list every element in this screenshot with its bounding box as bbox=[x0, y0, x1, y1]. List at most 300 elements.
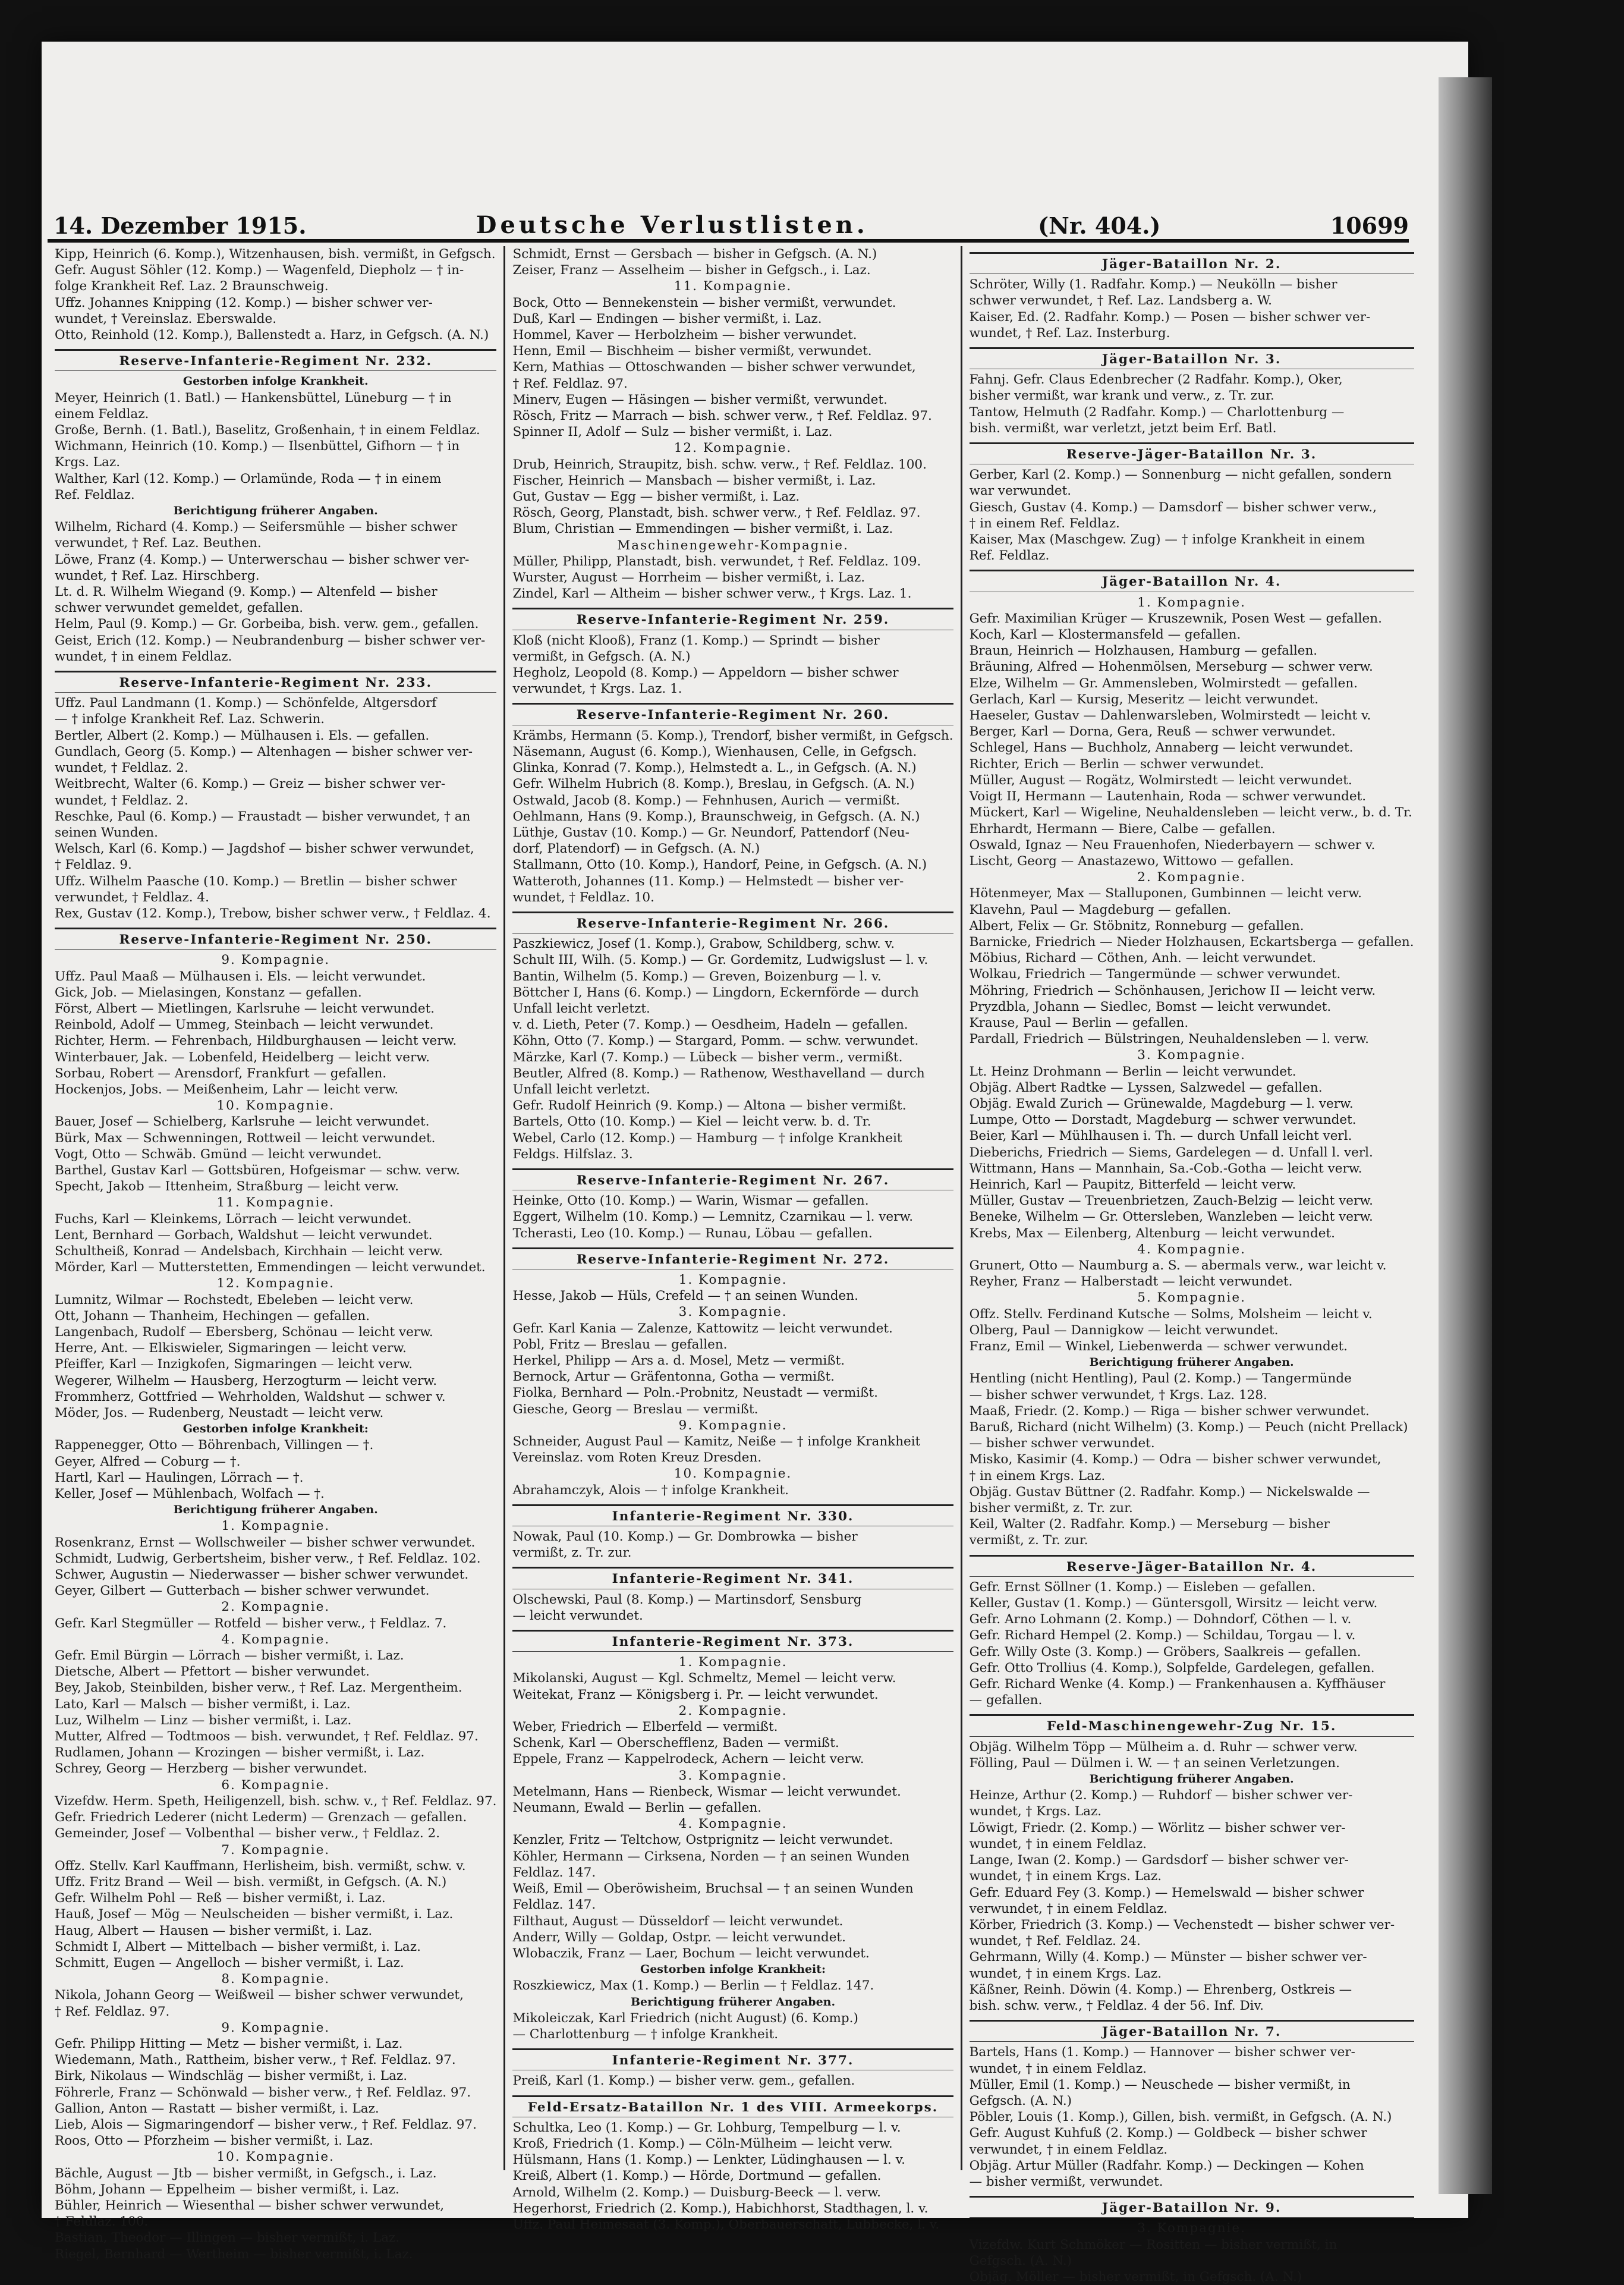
casualty-entry: vermißt, z. Tr. zur. bbox=[969, 1533, 1088, 1548]
casualty-entry: Mutter, Alfred — Todtmoos — bish. verwundet, † Ref. Feldlaz. 97. bbox=[55, 1729, 479, 1745]
casualty-entry: dorf, Platendorf) — in Gefgsch. (A. N.) bbox=[512, 841, 760, 857]
casualty-entry: Richter, Herm. — Fehrenbach, Hildburghausen — leicht verw. bbox=[55, 1033, 457, 1049]
casualty-entry: seinen Wunden. bbox=[55, 825, 158, 840]
casualty-entry: Bräuning, Alfred — Hohenmölsen, Merseburg — schwer verw. bbox=[969, 659, 1373, 675]
casualty-entry: Ott, Johann — Thanheim, Hechingen — gefallen. bbox=[55, 1308, 370, 1324]
casualty-entry: Dietsche, Albert — Pfettort — bisher verwundet. bbox=[55, 1664, 370, 1680]
casualty-entry: Gefr. Willy Oste (3. Komp.) — Gröbers, Saalkreis — gefallen. bbox=[969, 1644, 1361, 1659]
casualty-entry: wundet, † Ref. Laz. Hirschberg. bbox=[55, 568, 260, 583]
casualty-entry: Helm, Paul (9. Komp.) — Gr. Gorbeiba, bish. verw. gem., gefallen. bbox=[55, 617, 479, 632]
casualty-entry: Herre, Ant. — Elkiswieler, Sigmaringen — leicht verw. bbox=[55, 1341, 407, 1356]
casualty-entry: Unfall leicht verletzt. bbox=[512, 1001, 650, 1016]
regiment-heading: Jäger-Bataillon Nr. 7. bbox=[970, 2020, 1414, 2042]
casualty-entry: Gefr. Arno Lohmann (2. Komp.) — Dohndorf, Cöthen — l. v. bbox=[969, 1612, 1352, 1627]
casualty-entry: Krgs. Laz. bbox=[55, 455, 121, 470]
casualty-entry: wundet, † Ref. Laz. Insterburg. bbox=[969, 325, 1170, 341]
casualty-entry: verwundet, † Krgs. Laz. 1. bbox=[512, 681, 682, 697]
casualty-entry: Riegel, Bernhard — Wertheim — bisher vermißt, i. Laz. bbox=[55, 2246, 413, 2262]
casualty-entry: Rösch, Georg, Planstadt, bish. schwer verw., † Ref. Feldlaz. 97. bbox=[512, 505, 921, 521]
casualty-entry: Große, Bernh. (1. Batl.), Baselitz, Großenhain, † in einem Feldlaz. bbox=[55, 423, 480, 438]
casualty-entry: einem Feldlaz. bbox=[55, 406, 149, 422]
casualty-entry: Gefr. Karl Stegmüller — Rotfeld — bisher verw., † Feldlaz. 7. bbox=[55, 1615, 447, 1631]
casualty-entry: Oswald, Ignaz — Neu Frauenhofen, Niederbayern — schwer v. bbox=[969, 837, 1376, 853]
casualty-entry: Bernock, Artur — Gräfentonna, Gotha — vermißt. bbox=[512, 1369, 835, 1385]
casualty-entry: Gick, Job. — Mielasingen, Konstanz — gefallen. bbox=[55, 985, 362, 1000]
company-subheading: 1. Kompagnie. bbox=[678, 1272, 788, 1287]
casualty-entry: Hegerhorst, Friedrich (2. Komp.), Habichhorst, Stadthagen, l. v. bbox=[512, 2201, 929, 2216]
casualty-entry: Kern, Mathias — Ottoschwanden — bisher schwer verwundet, bbox=[512, 360, 916, 375]
casualty-entry: Uffz. Paul Landmann (1. Komp.) — Schönfelde, Altgersdorf bbox=[55, 696, 437, 711]
casualty-entry: Arnold, Wilhelm (2. Komp.) — Duisburg-Beeck — l. verw. bbox=[512, 2185, 882, 2200]
casualty-entry: Schwer, Augustin — Niederwasser — bisher schwer verwundet. bbox=[55, 1567, 469, 1583]
casualty-entry: vermißt, z. Tr. zur. bbox=[512, 1545, 632, 1561]
casualty-entry: Möder, Jos. — Rudenberg, Neustadt — leicht verw. bbox=[55, 1406, 384, 1421]
casualty-entry: Olschewski, Paul (8. Komp.) — Martinsdorf, Sensburg bbox=[512, 1592, 862, 1607]
column-2 bbox=[503, 246, 960, 2232]
casualty-entry: Rappenegger, Otto — Böhrenbach, Villingen — †. bbox=[55, 1438, 374, 1453]
casualty-entry: Rudlamen, Johann — Krozingen — bisher vermißt, i. Laz. bbox=[55, 1745, 425, 1761]
casualty-entry: Hommel, Kaver — Herbolzheim — bisher verwundet. bbox=[512, 328, 857, 343]
casualty-entry: Webel, Carlo (12. Komp.) — Hamburg — † infolge Krankheit bbox=[512, 1130, 902, 1146]
casualty-entry: Offz. Stellv. Ferdinand Kutsche — Solms, Molsheim — leicht v. bbox=[969, 1306, 1373, 1322]
casualty-entry: Schultheiß, Konrad — Andelsbach, Kirchhain — leicht verw. bbox=[55, 1243, 443, 1259]
regiment-heading: Reserve-Infanterie-Regiment Nr. 259. bbox=[512, 608, 953, 630]
casualty-entry: Fahnj. Gefr. Claus Edenbrecher (2 Radfahr. Komp.), Oker, bbox=[969, 372, 1343, 388]
casualty-entry: Hülsmann, Hans (1. Komp.) — Lenkter, Lüdinghausen — l. v. bbox=[512, 2152, 906, 2168]
casualty-entry: Anderr, Willy — Goldap, Ostpr. — leicht verwundet. bbox=[512, 1929, 846, 1945]
casualty-entry: Stallmann, Otto (10. Komp.), Handorf, Peine, in Gefgsch. (A. N.) bbox=[512, 857, 927, 873]
casualty-entry: Müller, Emil (1. Komp.) — Neuschede — bisher vermißt, in bbox=[969, 2077, 1351, 2092]
casualty-entry: folge Krankheit Ref. Laz. 2 Braunschweig. bbox=[55, 279, 329, 294]
regiment-heading: Feld-Ersatz-Bataillon Nr. 1 des VIII. Armeekorps. bbox=[512, 2095, 953, 2117]
casualty-entry: Schmitt, Eugen — Angelloch — bisher vermißt, i. Laz. bbox=[55, 1955, 404, 1970]
company-subheading: 2. Kompagnie. bbox=[221, 1599, 331, 1615]
company-subheading: 9. Kompagnie. bbox=[221, 953, 331, 968]
casualty-entry: Käßner, Reinh. Döwin (4. Komp.) — Ehrenberg, Ostkreis — bbox=[969, 1982, 1352, 1997]
casualty-entry: Hötenmeyer, Max — Stalluponen, Gumbinnen — leicht verw. bbox=[969, 886, 1362, 901]
casualty-entry: Fiolka, Bernhard — Poln.-Probnitz, Neustadt — vermißt. bbox=[512, 1385, 878, 1401]
casualty-entry: Gerlach, Karl — Kursig, Meseritz — leicht verwundet. bbox=[969, 692, 1319, 707]
casualty-entry: Spinner II, Adolf — Sulz — bisher vermißt, i. Laz. bbox=[512, 425, 833, 440]
text-columns bbox=[48, 246, 1414, 2284]
regiment-heading: Infanterie-Regiment Nr. 341. bbox=[512, 1567, 953, 1589]
header-title: Deutsche Verlustlisten. bbox=[476, 211, 868, 239]
casualty-entry: † in einem Krgs. Laz. bbox=[969, 1468, 1106, 1483]
company-subheading: 1. Kompagnie. bbox=[221, 1519, 331, 1534]
casualty-entry: Krebs, Max — Eilenberg, Altenburg — leicht verwundet. bbox=[969, 1225, 1335, 1241]
casualty-entry: Bey, Jakob, Steinbilden, bisher verw., † Ref. Laz. Mergentheim. bbox=[55, 1680, 462, 1696]
casualty-entry: Böttcher I, Hans (6. Komp.) — Lingdorn, Eckernförde — durch bbox=[512, 985, 919, 1000]
casualty-entry: Albert, Felix — Gr. Stöbnitz, Ronneburg — gefallen. bbox=[969, 918, 1304, 934]
casualty-entry: wundet, † Feldlaz. 2. bbox=[55, 760, 188, 776]
casualty-entry: Luz, Wilhelm — Linz — bisher vermißt, i. Laz. bbox=[55, 1712, 352, 1728]
regiment-heading: Infanterie-Regiment Nr. 330. bbox=[512, 1504, 953, 1526]
casualty-entry: wundet, † Feldlaz. 2. bbox=[55, 793, 188, 808]
casualty-entry: Barnicke, Friedrich — Nieder Holzhausen, Eckartsberga — gefallen. bbox=[969, 934, 1414, 950]
casualty-entry: Paszkiewicz, Josef (1. Komp.), Grabow, Schildberg, schw. v. bbox=[512, 936, 895, 952]
section-note: Gestorben infolge Krankheit: bbox=[640, 1963, 826, 1976]
casualty-entry: — Charlottenburg — † infolge Krankheit. bbox=[512, 2026, 779, 2042]
casualty-entry: Elze, Wilhelm — Gr. Ammensleben, Wolmirstedt — gefallen. bbox=[969, 675, 1358, 691]
casualty-entry: Geyer, Gilbert — Gutterbach — bisher schwer verwundet. bbox=[55, 1583, 430, 1599]
casualty-entry: Eggert, Wilhelm (10. Komp.) — Lemnitz, Czarnikau — l. verw. bbox=[512, 1209, 914, 1225]
casualty-entry: Fuchs, Karl — Kleinkems, Lörrach — leicht verwundet. bbox=[55, 1211, 412, 1227]
company-subheading: 5. Kompagnie. bbox=[1137, 1290, 1246, 1306]
casualty-entry: Keil, Walter (2. Radfahr. Komp.) — Merseburg — bisher bbox=[969, 1517, 1330, 1532]
casualty-entry: Hartl, Karl — Haulingen, Lörrach — †. bbox=[55, 1470, 304, 1485]
casualty-entry: Beneke, Wilhelm — Gr. Ottersleben, Wanzleben — leicht verw. bbox=[969, 1209, 1373, 1225]
casualty-entry: Objäg. Artur Müller (Radfahr. Komp.) — Deckingen — Kohen bbox=[969, 2158, 1364, 2173]
casualty-entry: v. d. Lieth, Peter (7. Komp.) — Oesdheim, Hadeln — gefallen. bbox=[512, 1017, 908, 1033]
casualty-entry: Lumpe, Otto — Dorstadt, Magdeburg — schwer verwundet. bbox=[969, 1112, 1357, 1128]
casualty-entry: Gefr. Wilhelm Hubrich (8. Komp.), Breslau, in Gefgsch. (A. N.) bbox=[512, 777, 915, 792]
casualty-entry: wundet, † in einem Feldlaz. bbox=[55, 649, 232, 664]
regiment-heading: Jäger-Bataillon Nr. 3. bbox=[970, 347, 1414, 369]
casualty-entry: Lischt, Georg — Anastazewo, Wittowo — gefallen. bbox=[969, 853, 1294, 869]
section-note: Berichtigung früherer Angaben. bbox=[173, 1503, 378, 1517]
casualty-entry: Bastian, Theodor — Illingen — bisher vermißt, i. Laz. bbox=[55, 2230, 400, 2246]
regiment-heading: Reserve-Jäger-Bataillon Nr. 3. bbox=[970, 442, 1414, 464]
casualty-entry: Watteroth, Johannes (11. Komp.) — Helmstedt — bisher ver- bbox=[512, 873, 904, 889]
casualty-entry: wundet, † Vereinslaz. Eberswalde. bbox=[55, 311, 277, 326]
header-date: 14. Dezember 1915. bbox=[53, 212, 307, 239]
casualty-entry: Keller, Josef — Mühlenbach, Wolfach — †. bbox=[55, 1486, 325, 1502]
casualty-entry: Minerv, Eugen — Häsingen — bisher vermißt, verwundet. bbox=[512, 392, 887, 407]
casualty-entry: Grunert, Otto — Naumburg a. S. — abermals verw., war leicht v. bbox=[969, 1258, 1387, 1273]
section-note: Gestorben infolge Krankheit: bbox=[182, 1422, 369, 1436]
casualty-entry: Pöbler, Louis (1. Komp.), Gillen, bish. vermißt, in Gefgsch. (A. N.) bbox=[969, 2110, 1392, 2125]
casualty-entry: wundet, † in einem Krgs. Laz. bbox=[969, 1966, 1162, 1981]
casualty-entry: Schmidt, Ernst — Gersbach — bisher in Gefgsch. (A. N.) bbox=[512, 247, 877, 262]
casualty-entry: Schmidt, Ludwig, Gerbertsheim, bisher verw., † Ref. Feldlaz. 102. bbox=[55, 1551, 481, 1566]
regiment-heading: Reserve-Infanterie-Regiment Nr. 266. bbox=[512, 912, 953, 934]
company-subheading: 11. Kompagnie. bbox=[673, 279, 792, 294]
casualty-entry: Roos, Otto — Pforzheim — bisher vermißt, i. Laz. bbox=[55, 2133, 374, 2149]
casualty-entry: Lt. Heinz Drohmann — Berlin — leicht verwundet. bbox=[969, 1064, 1296, 1079]
casualty-entry: Uffz. Paul Heimesaat (3. Komp.), Oberbauerschaft, Lübbecke, l. v. bbox=[512, 2217, 940, 2232]
casualty-entry: Koch, Karl — Klostermansfeld — gefallen. bbox=[969, 627, 1241, 643]
company-subheading: 12. Kompagnie. bbox=[673, 441, 792, 456]
casualty-entry: Dieberichs, Friedrich — Siems, Gardelegen — d. Unfall l. verl. bbox=[969, 1145, 1373, 1160]
company-subheading: 3. Kompagnie. bbox=[678, 1768, 788, 1783]
casualty-entry: Maaß, Friedr. (2. Komp.) — Riga — bisher schwer verwundet. bbox=[969, 1403, 1370, 1419]
casualty-entry: Gefr. Richard Wenke (4. Komp.) — Frankenhausen a. Kyffhäuser bbox=[969, 1677, 1386, 1692]
casualty-entry: Löwe, Franz (4. Komp.) — Unterwerschau — bisher schwer ver- bbox=[55, 552, 470, 567]
casualty-entry: Weiß, Emil — Oberöwisheim, Bruchsal — † an seinen Wunden bbox=[512, 1881, 914, 1897]
company-subheading: 11. Kompagnie. bbox=[216, 1195, 335, 1211]
casualty-entry: Lt. d. R. Wilhelm Wiegand (9. Komp.) — Altenfeld — bisher bbox=[55, 584, 438, 600]
casualty-entry: verwundet, † Ref. Laz. Beuthen. bbox=[55, 536, 262, 551]
casualty-entry: Wegerer, Wilhelm — Hausberg, Herzogturm — leicht verw. bbox=[55, 1373, 438, 1388]
casualty-entry: Müller, August — Rogätz, Wolmirstedt — leicht verwundet. bbox=[969, 772, 1352, 788]
casualty-entry: Tcherasti, Leo (10. Komp.) — Runau, Löbau — gefallen. bbox=[512, 1225, 873, 1241]
casualty-entry: Weitekat, Franz — Königsberg i. Pr. — leicht verwundet. bbox=[512, 1687, 879, 1702]
casualty-entry: verwundet, † Feldlaz. 4. bbox=[55, 890, 209, 905]
company-subheading: 4. Kompagnie. bbox=[221, 1632, 331, 1647]
regiment-heading: Infanterie-Regiment Nr. 377. bbox=[512, 2048, 953, 2070]
casualty-entry: Gefr. August Kuhfuß (2. Komp.) — Goldbeck — bisher schwer bbox=[969, 2126, 1367, 2141]
casualty-entry: Feldlaz. 147. bbox=[512, 1865, 596, 1880]
casualty-entry: Objäg. Albert Radtke — Lyssen, Salzwedel — gefallen. bbox=[969, 1080, 1323, 1095]
casualty-entry: Fischer, Heinrich — Mansbach — bisher vermißt, i. Laz. bbox=[512, 473, 876, 488]
company-subheading: 7. Kompagnie. bbox=[221, 1842, 331, 1857]
casualty-entry: Gefr. Karl Kania — Zalenze, Kattowitz — leicht verwundet. bbox=[512, 1321, 893, 1336]
casualty-entry: Berger, Karl — Dorna, Gera, Reuß — schwer verwundet. bbox=[969, 724, 1336, 740]
casualty-entry: Schenk, Karl — Oberschefflenz, Baden — vermißt. bbox=[512, 1736, 839, 1751]
casualty-entry: verwundet, † in einem Feldlaz. bbox=[969, 2142, 1168, 2157]
casualty-entry: schwer verwundet, † Ref. Laz. Landsberg a. W. bbox=[969, 293, 1273, 309]
casualty-entry: Ehrhardt, Hermann — Biere, Calbe — gefallen. bbox=[969, 821, 1276, 837]
casualty-entry: Hauß, Josef — Mög — Neulscheiden — bisher vermißt, i. Laz. bbox=[55, 1907, 454, 1922]
casualty-entry: Gefgsch. (A. N.) bbox=[969, 2253, 1072, 2268]
casualty-entry: Gefr. Richard Hempel (2. Komp.) — Schildau, Torgau — l. v. bbox=[969, 1628, 1356, 1643]
casualty-entry: Sorbau, Robert — Arensdorf, Frankfurt — gefallen. bbox=[55, 1066, 387, 1081]
casualty-entry: Otto, Reinhold (12. Komp.), Ballenstedt a. Harz, in Gefgsch. (A. N.) bbox=[55, 328, 489, 343]
casualty-entry: Eppele, Franz — Kappelrodeck, Achern — leicht verw. bbox=[512, 1752, 864, 1767]
casualty-entry: Frommherz, Gottfried — Wehrholden, Waldshut — schwer v. bbox=[55, 1389, 446, 1404]
casualty-entry: Objäg. Wilhelm Töpp — Mülheim a. d. Ruhr — schwer verw. bbox=[969, 1739, 1358, 1755]
casualty-entry: Franz, Emil — Winkel, Liebenwerda — schwer verwundet. bbox=[969, 1339, 1348, 1354]
newspaper-page bbox=[42, 42, 1468, 2284]
casualty-entry: Zindel, Karl — Altheim — bisher schwer verw., † Krgs. Laz. 1. bbox=[512, 586, 912, 602]
casualty-entry: — leicht verwundet. bbox=[512, 1608, 643, 1623]
casualty-entry: — † infolge Krankheit Ref. Laz. Schwerin. bbox=[55, 712, 325, 727]
casualty-entry: Böhm, Johann — Eppelheim — bisher vermißt, i. Laz. bbox=[55, 2182, 399, 2197]
section-note: Berichtigung früherer Angaben. bbox=[1089, 1772, 1294, 1786]
casualty-entry: Specht, Jakob — Ittenheim, Straßburg — leicht verw. bbox=[55, 1179, 399, 1195]
casualty-entry: Pfeiffer, Karl — Inzigkofen, Sigmaringen — leicht verw. bbox=[55, 1357, 413, 1372]
company-subheading: 3. Kompagnie. bbox=[678, 1305, 788, 1320]
casualty-entry: Henn, Emil — Bischheim — bisher vermißt, verwundet. bbox=[512, 344, 872, 359]
casualty-entry: Neumann, Ewald — Berlin — gefallen. bbox=[512, 1800, 762, 1816]
casualty-entry: Gallion, Anton — Rastatt — bisher vermißt, i. Laz. bbox=[55, 2101, 379, 2116]
casualty-entry: Ostwald, Jacob (8. Komp.) — Fehnhusen, Aurich — vermißt. bbox=[512, 793, 900, 808]
casualty-entry: Gehrmann, Willy (4. Komp.) — Münster — bisher schwer ver- bbox=[969, 1950, 1367, 1965]
casualty-entry: Mikoleiczak, Karl Friedrich (nicht August) (6. Komp.) bbox=[512, 2010, 858, 2026]
column-1 bbox=[48, 246, 503, 2262]
casualty-entry: Klavehn, Paul — Magdeburg — gefallen. bbox=[969, 902, 1232, 917]
casualty-entry: wundet, † in einem Feldlaz. bbox=[969, 1836, 1147, 1852]
casualty-entry: Hockenjos, Jobs. — Meißenheim, Lahr — leicht verw. bbox=[55, 1082, 399, 1097]
casualty-entry: bisher vermißt, z. Tr. zur. bbox=[969, 1501, 1133, 1516]
casualty-entry: Lieb, Alois — Sigmaringendorf — bisher verw., † Ref. Feldlaz. 97. bbox=[55, 2117, 477, 2132]
regiment-heading: Reserve-Infanterie-Regiment Nr. 232. bbox=[55, 349, 496, 371]
company-subheading: 2. Kompagnie. bbox=[1137, 870, 1246, 885]
casualty-entry: Preiß, Karl (1. Komp.) — bisher verw. gem., gefallen. bbox=[512, 2073, 855, 2089]
casualty-entry: Gefr. Philipp Hitting — Metz — bisher vermißt, i. Laz. bbox=[55, 2036, 403, 2051]
casualty-entry: Winterbauer, Jak. — Lobenfeld, Heidelberg — leicht verw. bbox=[55, 1049, 430, 1065]
casualty-entry: Heinze, Arthur (2. Komp.) — Ruhdorf — bisher schwer ver- bbox=[969, 1788, 1353, 1803]
casualty-entry: Bartels, Hans (1. Komp.) — Hannover — bisher schwer ver- bbox=[969, 2045, 1355, 2060]
company-subheading: 1. Kompagnie. bbox=[678, 1655, 788, 1670]
casualty-entry: Rex, Gustav (12. Komp.), Trebow, bisher schwer verw., † Feldlaz. 4. bbox=[55, 906, 491, 921]
casualty-entry: Olberg, Paul — Dannigkow — leicht verwundet. bbox=[969, 1322, 1279, 1338]
casualty-entry: Drub, Heinrich, Straupitz, bish. schw. verw., † Ref. Feldlaz. 100. bbox=[512, 457, 927, 472]
casualty-entry: bish. schw. verw., † Feldlaz. 4 der 56. Inf. Div. bbox=[969, 1998, 1264, 2013]
casualty-entry: Birk, Nikolaus — Windschläg — bisher vermißt, i. Laz. bbox=[55, 2069, 408, 2084]
casualty-entry: Giesch, Gustav (4. Komp.) — Damsdorf — bisher schwer verw., bbox=[969, 499, 1377, 515]
casualty-entry: — bisher vermißt, verwundet. bbox=[969, 2174, 1163, 2189]
company-subheading: 10. Kompagnie. bbox=[673, 1466, 792, 1482]
casualty-entry: Lüthje, Gustav (10. Komp.) — Gr. Neundorf, Pattendorf (Neu- bbox=[512, 825, 909, 840]
casualty-entry: Heinke, Otto (10. Komp.) — Warin, Wismar — gefallen. bbox=[512, 1193, 869, 1209]
casualty-entry: Gerber, Karl (2. Komp.) — Sonnenburg — nicht gefallen, sondern bbox=[969, 467, 1392, 483]
regiment-heading: Infanterie-Regiment Nr. 373. bbox=[512, 1630, 953, 1652]
casualty-entry: Lumnitz, Wilmar — Rochstedt, Ebeleben — leicht verw. bbox=[55, 1292, 414, 1307]
casualty-entry: Bächle, August — Jtb — bisher vermißt, in Gefgsch., i. Laz. bbox=[55, 2165, 437, 2181]
casualty-entry: † Feldlaz. 100. bbox=[55, 2214, 149, 2230]
casualty-entry: Möhring, Friedrich — Schönhausen, Jerichow II — leicht verw. bbox=[969, 983, 1376, 998]
casualty-entry: Braun, Heinrich — Holzhausen, Hamburg — gefallen. bbox=[969, 643, 1318, 659]
casualty-entry: bisher vermißt, war krank und verw., z. Tr. zur. bbox=[969, 388, 1274, 404]
casualty-entry: Meyer, Heinrich (1. Batl.) — Hankensbüttel, Lüneburg — † in bbox=[55, 390, 452, 406]
casualty-entry: Hesse, Jakob — Hüls, Crefeld — † an seinen Wunden. bbox=[512, 1288, 858, 1304]
company-subheading: 4. Kompagnie. bbox=[1137, 1241, 1246, 1257]
casualty-entry: Kloß (nicht Klooß), Franz (1. Komp.) — Sprindt — bisher bbox=[512, 633, 880, 648]
casualty-entry: Kroß, Friedrich (1. Komp.) — Cöln-Mülheim — leicht verw. bbox=[512, 2136, 893, 2151]
casualty-entry: vermißt, in Gefgsch. (A. N.) bbox=[512, 649, 691, 664]
casualty-entry: Müller, Gustav — Treuenbrietzen, Zauch-Belzig — leicht verw. bbox=[969, 1193, 1373, 1209]
casualty-entry: Welsch, Karl (6. Komp.) — Jagdshof — bisher schwer verwundet, bbox=[55, 841, 474, 857]
casualty-entry: Lent, Bernhard — Gorbach, Waldshut — leicht verwundet. bbox=[55, 1227, 433, 1243]
casualty-entry: Pardall, Friedrich — Bülstringen, Neuhaldensleben — l. verw. bbox=[969, 1032, 1369, 1047]
header-issue: (Nr. 404.) bbox=[1038, 212, 1161, 239]
casualty-entry: Oehlmann, Hans (9. Komp.), Braunschweig, in Gefgsch. (A. N.) bbox=[512, 809, 920, 824]
casualty-entry: Uffz. Fritz Brand — Weil — bish. vermißt, in Gefgsch. (A. N.) bbox=[55, 1874, 447, 1890]
casualty-entry: Schneider, August Paul — Kamitz, Neiße — † infolge Krankheit bbox=[512, 1434, 921, 1450]
casualty-entry: Köhler, Hermann — Cirksena, Norden — † an seinen Wunden bbox=[512, 1849, 910, 1864]
casualty-entry: Schult III, Wilh. (5. Komp.) — Gr. Gordemitz, Ludwigslust — l. v. bbox=[512, 953, 929, 968]
casualty-entry: Schlegel, Hans — Buchholz, Annaberg — leicht verwundet. bbox=[969, 740, 1354, 756]
section-note: Berichtigung früherer Angaben. bbox=[1089, 1356, 1294, 1369]
casualty-entry: Geyer, Alfred — Coburg — †. bbox=[55, 1454, 241, 1469]
regiment-heading: Reserve-Jäger-Bataillon Nr. 4. bbox=[970, 1555, 1414, 1577]
casualty-entry: Walther, Karl (12. Komp.) — Orlamünde, Roda — † in einem bbox=[55, 471, 442, 486]
casualty-entry: Abrahamczyk, Alois — † infolge Krankheit. bbox=[512, 1482, 789, 1498]
casualty-entry: Kenzler, Fritz — Teltchow, Ostprignitz — leicht verwundet. bbox=[512, 1833, 893, 1848]
casualty-entry: Keller, Gustav (1. Komp.) — Güntersgoll, Wirsitz — leicht verw. bbox=[969, 1596, 1378, 1611]
casualty-entry: Wolkau, Friedrich — Tangermünde — schwer verwundet. bbox=[969, 967, 1341, 982]
company-subheading: 1. Kompagnie. bbox=[1137, 595, 1246, 610]
regiment-heading: Reserve-Infanterie-Regiment Nr. 267. bbox=[512, 1168, 953, 1190]
casualty-entry: wundet, † Krgs. Laz. bbox=[969, 1804, 1102, 1819]
casualty-entry: Metelmann, Hans — Rienbeck, Wismar — leicht verwundet. bbox=[512, 1784, 901, 1799]
casualty-entry: Bühler, Heinrich — Wiesenthal — bisher schwer verwundet, bbox=[55, 2198, 445, 2213]
regiment-heading: Reserve-Infanterie-Regiment Nr. 260. bbox=[512, 703, 953, 725]
casualty-entry: Mückert, Karl — Wigeline, Neuhaldensleben — leicht verw., b. d. Tr. bbox=[969, 805, 1412, 821]
casualty-entry: Richter, Erich — Berlin — schwer verwundet. bbox=[969, 756, 1264, 772]
casualty-entry: Rösch, Fritz — Marrach — bish. schwer verw., † Ref. Feldlaz. 97. bbox=[512, 408, 932, 424]
casualty-entry: Gefr. Otto Trollius (4. Komp.), Solpfelde, Gardelegen, gefallen. bbox=[969, 1660, 1375, 1676]
company-subheading: 8. Kompagnie. bbox=[221, 1972, 331, 1987]
casualty-entry: Schmidt I, Albert — Mittelbach — bisher vermißt, i. Laz. bbox=[55, 1939, 421, 1954]
casualty-entry: Kaiser, Ed. (2. Radfahr. Komp.) — Posen — bisher schwer ver- bbox=[969, 309, 1371, 325]
casualty-entry: Geist, Erich (12. Komp.) — Neubrandenburg — bisher schwer ver- bbox=[55, 633, 486, 648]
header-page-number: 10699 bbox=[1330, 212, 1409, 239]
casualty-entry: Ref. Feldlaz. bbox=[55, 487, 135, 502]
casualty-entry: Gefgsch. (A. N.) bbox=[969, 2093, 1072, 2108]
regiment-heading: Jäger-Bataillon Nr. 9. bbox=[970, 2196, 1414, 2218]
casualty-entry: Först, Albert — Mietlingen, Karlsruhe — leicht verwundet. bbox=[55, 1001, 435, 1016]
casualty-entry: bish. vermißt, war verletzt, jetzt beim Erf. Batl. bbox=[969, 420, 1277, 436]
casualty-entry: Fölling, Paul — Dülmen i. W. — † an seinen Verletzungen. bbox=[969, 1755, 1340, 1771]
casualty-entry: — bisher schwer verwundet, † Krgs. Laz. 128. bbox=[969, 1387, 1267, 1403]
casualty-entry: Baruß, Richard (nicht Wilhelm) (3. Komp.) — Peuch (nicht Prellack) bbox=[969, 1420, 1408, 1435]
casualty-entry: Schrey, Georg — Herzberg — bisher verwundet. bbox=[55, 1761, 367, 1777]
casualty-entry: Weitbrecht, Walter (6. Komp.) — Greiz — bisher schwer ver- bbox=[55, 777, 446, 792]
casualty-entry: — bisher schwer verwundet. bbox=[969, 1436, 1155, 1451]
casualty-entry: † Ref. Feldlaz. 97. bbox=[512, 376, 628, 391]
casualty-entry: Unfall leicht verletzt. bbox=[512, 1082, 650, 1097]
casualty-entry: Hegholz, Leopold (8. Komp.) — Appeldorn — bisher schwer bbox=[512, 665, 899, 681]
casualty-entry: Ref. Feldlaz. bbox=[969, 548, 1050, 564]
casualty-entry: Offz. Stellv. Karl Kauffmann, Herlisheim, bish. vermißt, schw. v. bbox=[55, 1858, 466, 1874]
casualty-entry: Vereinslaz. vom Roten Kreuz Dresden. bbox=[512, 1450, 762, 1466]
casualty-entry: Gefr. August Söhler (12. Komp.) — Wagenfeld, Diepholz — † in- bbox=[55, 263, 464, 278]
casualty-entry: Gut, Gustav — Egg — bisher vermißt, i. Laz. bbox=[512, 489, 800, 505]
casualty-entry: Wurster, August — Horrheim — bisher vermißt, i. Laz. bbox=[512, 570, 865, 586]
casualty-entry: Gundlach, Georg (5. Komp.) — Altenhagen — bisher schwer ver- bbox=[55, 744, 473, 759]
casualty-entry: Krämbs, Hermann (5. Komp.), Trendorf, bisher vermißt, in Gefgsch. bbox=[512, 728, 953, 743]
casualty-entry: Herkel, Philipp — Ars a. d. Mosel, Metz — vermißt. bbox=[512, 1353, 845, 1368]
casualty-entry: verwundet, † in einem Feldlaz. bbox=[969, 1901, 1168, 1916]
page-header bbox=[48, 202, 1409, 243]
casualty-entry: Reschke, Paul (6. Komp.) — Fraustadt — bisher verwundet, † an bbox=[55, 809, 471, 824]
casualty-entry: Beier, Karl — Mühlhausen i. Th. — durch Unfall leicht verl. bbox=[969, 1129, 1352, 1144]
casualty-entry: Wiedemann, Math., Rattheim, bisher verw., † Ref. Feldlaz. 97. bbox=[55, 2053, 456, 2068]
casualty-entry: Lato, Karl — Malsch — bisher vermißt, i. Laz. bbox=[55, 1696, 351, 1712]
regiment-heading: Feld-Maschinengewehr-Zug Nr. 15. bbox=[970, 1714, 1414, 1736]
casualty-entry: Gemeinder, Josef — Volbenthal — bisher verw., † Feldlaz. 2. bbox=[55, 1826, 440, 1841]
regiment-heading: Jäger-Bataillon Nr. 4. bbox=[970, 570, 1414, 592]
casualty-entry: Objäg. Möller — bisher vermißt, in Gefgsch. (A. N.) bbox=[969, 2269, 1302, 2284]
casualty-entry: Blum, Christian — Emmendingen — bisher vermißt, i. Laz. bbox=[512, 521, 893, 537]
casualty-entry: Pobl, Fritz — Breslau — gefallen. bbox=[512, 1337, 728, 1352]
company-subheading: 6. Kompagnie. bbox=[221, 1777, 331, 1793]
casualty-entry: Gefr. Ernst Söllner (1. Komp.) — Eisleben — gefallen. bbox=[969, 1579, 1316, 1595]
company-subheading: 3. Kompagnie. bbox=[1137, 1048, 1246, 1063]
casualty-entry: wundet, † in einem Feldlaz. bbox=[969, 2061, 1147, 2076]
casualty-entry: Objäg. Gustav Büttner (2. Radfahr. Komp.) — Nickelswalde — bbox=[969, 1484, 1370, 1500]
casualty-entry: Bantin, Wilhelm (5. Komp.) — Greven, Boizenburg — l. v. bbox=[512, 969, 882, 984]
casualty-entry: Haeseler, Gustav — Dahlenwarsleben, Wolmirstedt — leicht v. bbox=[969, 708, 1371, 724]
casualty-entry: Wilhelm, Richard (4. Komp.) — Seifersmühle — bisher schwer bbox=[55, 520, 458, 535]
casualty-entry: Hentling (nicht Hentling), Paul (2. Komp.) — Tangermünde bbox=[969, 1371, 1352, 1387]
section-note: Berichtigung früherer Angaben. bbox=[173, 504, 378, 518]
page-edge-shadow bbox=[1439, 77, 1492, 2194]
casualty-entry: † in einem Ref. Feldlaz. bbox=[969, 516, 1120, 531]
casualty-entry: Haug, Albert — Hausen — bisher vermißt, i. Laz. bbox=[55, 1923, 373, 1938]
casualty-entry: † Ref. Feldlaz. 97. bbox=[55, 2004, 170, 2019]
regiment-heading: Reserve-Infanterie-Regiment Nr. 250. bbox=[55, 928, 496, 950]
casualty-entry: Langenbach, Rudolf — Ebersberg, Schönau — leicht verw. bbox=[55, 1325, 433, 1340]
casualty-entry: schwer verwundet gemeldet, gefallen. bbox=[55, 601, 304, 616]
casualty-entry: Vizefdw. Herm. Speth, Heiligenzell, bish. schw. v., † Ref. Feldlaz. 97. bbox=[55, 1793, 497, 1809]
casualty-entry: war verwundet. bbox=[969, 483, 1072, 499]
casualty-entry: Nowak, Paul (10. Komp.) — Gr. Dombrowka — bisher bbox=[512, 1529, 858, 1545]
casualty-entry: — gefallen. bbox=[969, 1693, 1043, 1708]
casualty-entry: Gefr. Emil Bürgin — Lörrach — bisher vermißt, i. Laz. bbox=[55, 1648, 404, 1664]
column-3 bbox=[961, 246, 1421, 2284]
casualty-entry: Uffz. Wilhelm Paasche (10. Komp.) — Bretlin — bisher schwer bbox=[55, 873, 457, 889]
casualty-entry: Märzke, Karl (7. Komp.) — Lübeck — bisher verm., vermißt. bbox=[512, 1049, 903, 1065]
casualty-entry: Gefr. Friedrich Lederer (nicht Lederm) — Grenzach — gefallen. bbox=[55, 1810, 467, 1825]
regiment-heading: Jäger-Bataillon Nr. 2. bbox=[970, 252, 1414, 274]
casualty-entry: Duß, Karl — Endingen — bisher vermißt, i. Laz. bbox=[512, 311, 822, 326]
casualty-entry: Filthaut, August — Düsseldorf — leicht verwundet. bbox=[512, 1913, 844, 1929]
casualty-entry: Vogt, Otto — Schwäb. Gmünd — leicht verwundet. bbox=[55, 1146, 382, 1162]
casualty-entry: Wittmann, Hans — Mannhain, Sa.-Cob.-Gotha — leicht verw. bbox=[969, 1161, 1362, 1176]
